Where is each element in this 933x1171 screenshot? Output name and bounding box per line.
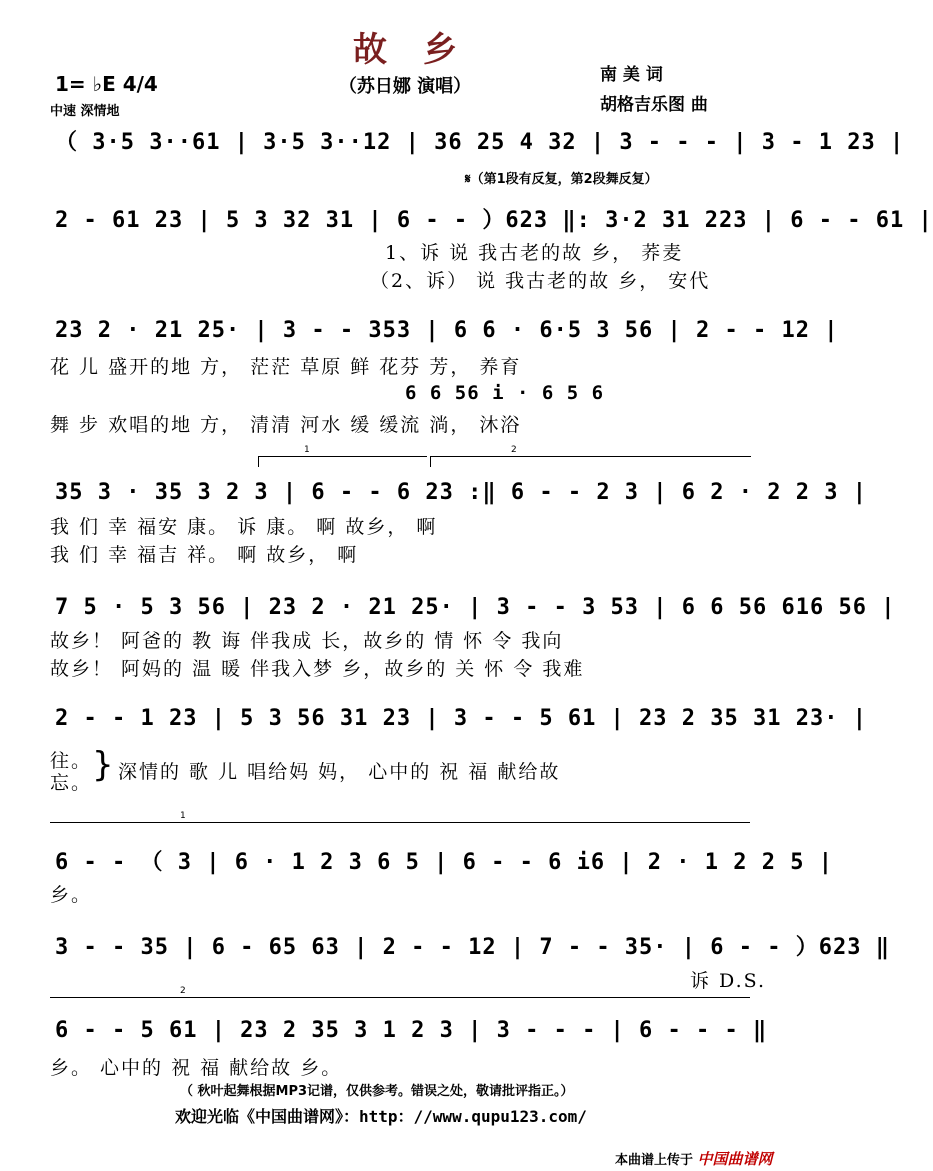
transcription-note: （ 秋叶起舞根据MP3记谱，仅供参考。错误之处，敬请批评指正。） — [180, 1084, 574, 1099]
site-logo[interactable]: 中国曲谱网 — [697, 1150, 773, 1168]
lyric-line-4-verse-2: 我 们 幸 福吉 祥。 啊 故乡， 啊 — [50, 544, 359, 566]
welcome-link[interactable]: 欢迎光临《中国曲谱网》：http：//www.qupu123.com/ — [175, 1107, 587, 1126]
key-signature: 1= ♭E 4/4 — [55, 72, 158, 96]
lyric-line-2-verse-1: 1、诉 说 我古老的故 乡， 荞麦 — [385, 242, 684, 264]
notation-line-9: 6 - - 5 61 | 23 2 35 3 1 2 3 | 3 - - - | 6 - - - ‖ — [55, 1018, 768, 1043]
lyric-line-3-verse-2: 舞 步 欢唱的地 方， 清清 河水 缓 缓流 淌， 沐浴 — [50, 414, 522, 436]
volta-first-number-2: 1 — [180, 811, 186, 821]
volta-second-number: 2 — [511, 445, 517, 455]
lyric-line-4-verse-1: 我 们 幸 福安 康。 诉 康。 啊 故乡， 啊 — [50, 516, 438, 538]
volta-first-ending-2 — [50, 811, 750, 833]
notation-line-6: 2 - - 1 23 | 5 3 56 31 23 | 3 - - 5 61 | 23 2 35 31 23· | — [55, 706, 867, 731]
notation-line-7: 6 - - （ 3 | 6 · 1 2 3 6 5 | 6 - - 6 i6 | 2 · 1 2 2 5 | — [55, 850, 833, 875]
composer-credit: 胡格吉乐图 曲 — [600, 95, 708, 115]
volta-second-number-2: 2 — [180, 986, 186, 996]
notation-line-3: 23 2 · 21 25· | 3 - - 353 | 6 6 · 6·5 3 56 | 2 - - 12 | — [55, 318, 839, 343]
notation-line-4: 35 3 · 35 3 2 3 | 6 - - 6 23 :‖ 6 - - 2 3 | 6 2 · 2 2 3 | — [55, 480, 867, 505]
upload-footer — [615, 1148, 773, 1169]
volta-first-ending — [258, 445, 427, 467]
lyric-line-8-verse-1: 诉 D.S. — [690, 970, 767, 992]
upload-label: 本曲谱上传于 — [615, 1153, 694, 1168]
lyric-line-5-verse-2: 故乡！ 阿妈的 温 暖 伴我入梦 乡，故乡的 关 怀 令 我难 — [50, 658, 585, 680]
repeat-annotation: 𝄋（第1段有反复，第2段舞反复） — [465, 172, 658, 187]
lyric-line-9-verse-1: 乡。 心中的 祝 福 献给故 乡。 — [50, 1057, 343, 1079]
lyric-line-2-verse-2: （2、诉） 说 我古老的故 乡， 安代 — [370, 270, 711, 292]
lyricist-credit: 南 美 词 — [600, 65, 663, 85]
tempo-marking: 中速 深情地 — [50, 104, 120, 119]
singer-credit: （苏日娜 演唱） — [338, 76, 472, 97]
song-title: 故乡 — [353, 30, 493, 70]
notation-line-5: 7 5 · 5 3 56 | 23 2 · 21 25· | 3 - - 3 53 | 6 6 56 616 56 | — [55, 595, 896, 620]
brace-icon: } — [92, 745, 114, 785]
lyric-line-7-verse-1: 乡。 — [50, 884, 93, 906]
notation-line-1: （ 3·5 3··61 | 3·5 3··12 | 36 25 4 32 | 3 - - - | 3 - 1 23 | — [55, 130, 905, 155]
alt-notation-line-3: 6 6 56 i · 6 5 6 — [405, 382, 605, 404]
lyric-line-5-verse-1: 故乡！ 阿爸的 教 诲 伴我成 长，故乡的 情 怀 令 我向 — [50, 630, 564, 652]
notation-line-2: 2 - 61 23 | 5 3 32 31 | 6 - - ）623 ‖: 3·2 31 223 | 6 - - 61 | — [55, 208, 933, 233]
lyric-line-3-verse-1: 花 儿 盛开的地 方， 茫茫 草原 鲜 花芬 芳， 养育 — [50, 356, 522, 378]
lyric-line-6-verse-1: 往。 — [50, 750, 93, 772]
lyric-line-6-shared: 深情的 歌 儿 唱给妈 妈， 心中的 祝 福 献给故 — [118, 761, 561, 783]
volta-second-ending-2 — [50, 986, 750, 1008]
volta-second-ending — [430, 445, 751, 467]
lyric-line-6-verse-2: 忘。 — [50, 772, 93, 794]
notation-line-8: 3 - - 35 | 6 - 65 63 | 2 - - 12 | 7 - - 35· | 6 - - ）623 ‖ — [55, 935, 890, 960]
volta-first-number: 1 — [304, 445, 310, 455]
